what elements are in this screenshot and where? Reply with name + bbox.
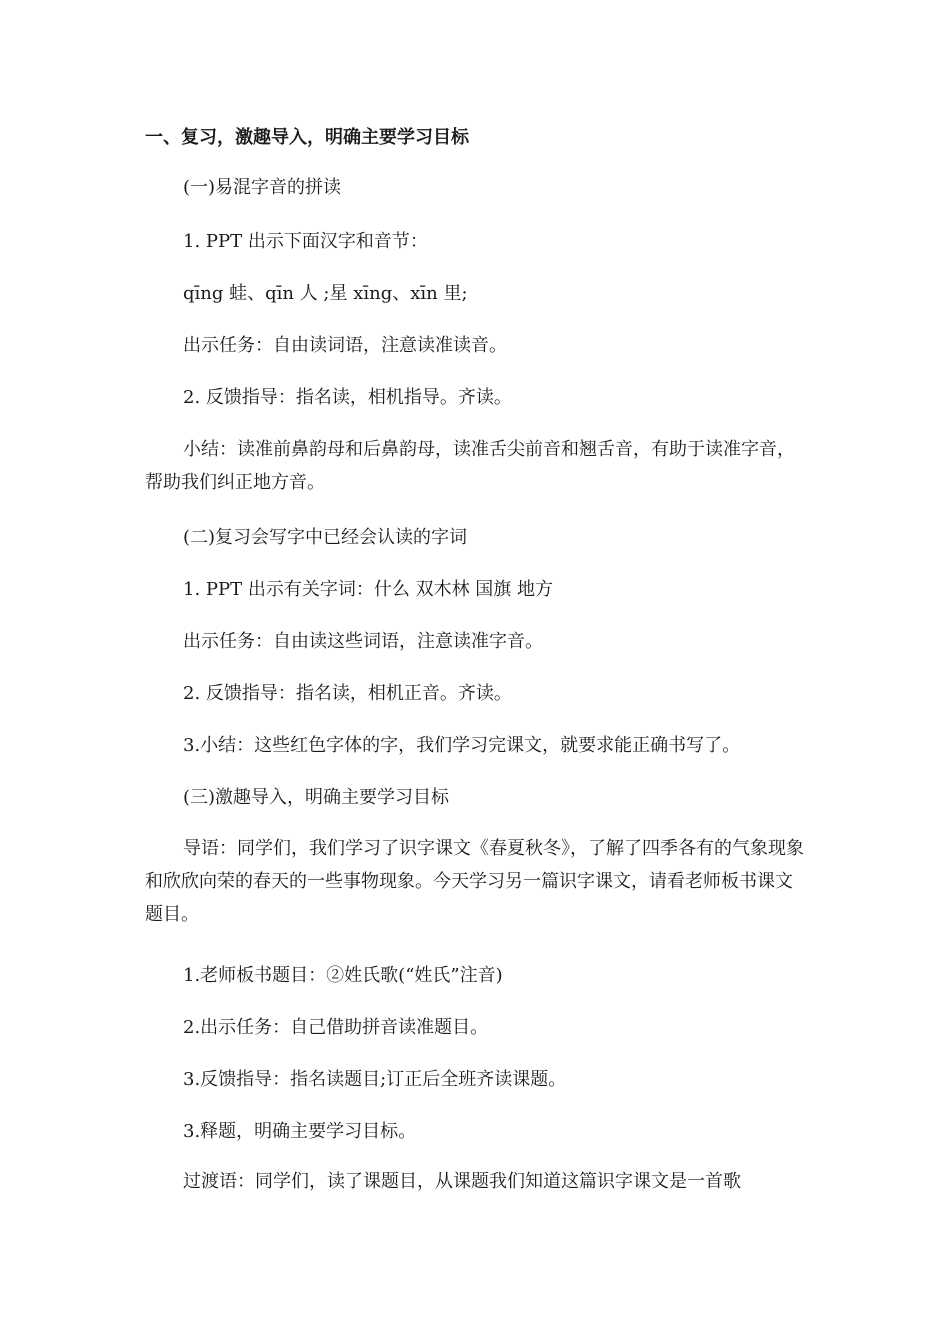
paragraph: 2. 反馈指导：指名读，相机正音。齐读。 <box>183 683 512 704</box>
paragraph: 2.出示任务：自己借助拼音读准题目。 <box>183 1017 489 1038</box>
subsection-title-2: (二)复习会写字中已经会认读的字词 <box>183 527 468 548</box>
paragraph: 3.反馈指导：指名读题目;订正后全班齐读课题。 <box>183 1069 567 1090</box>
paragraph: 1. PPT 出示下面汉字和音节： <box>183 231 428 252</box>
paragraph: 3.释题，明确主要学习目标。 <box>183 1121 417 1142</box>
paragraph: 3.小结：这些红色字体的字，我们学习完课文，就要求能正确书写了。 <box>183 735 741 756</box>
subsection-title-3: (三)激趣导入，明确主要学习目标 <box>183 787 450 808</box>
subsection-title-1: (一)易混字音的拼读 <box>183 177 342 198</box>
pinyin-line: qīng 蛙、qīn 人 ;星 xīng、xīn 里; <box>183 283 468 304</box>
section-heading: 一、复习，激趣导入，明确主要学习目标 <box>145 127 469 148</box>
paragraph: 1.老师板书题目：②姓氏歌(“姓氏”注音) <box>183 965 503 986</box>
paragraph: 2. 反馈指导：指名读，相机指导。齐读。 <box>183 387 512 408</box>
paragraph: 1. PPT 出示有关字词：什么 双木林 国旗 地方 <box>183 579 554 600</box>
paragraph: 过渡语：同学们，读了课题目，从课题我们知道这篇识字课文是一首歌 <box>183 1171 741 1192</box>
paragraph: 出示任务：自由读词语，注意读准读音。 <box>183 335 507 356</box>
intro-paragraph: 导语：同学们，我们学习了识字课文《春夏秋冬》，了解了四季各有的气象现象和欣欣向荣的春天的一些事物现象。今天学习另一篇识字课文，请看老师板书课文题目。 <box>145 838 804 925</box>
summary-paragraph: 小结：读准前鼻韵母和后鼻韵母，读准舌尖前音和翘舌音，有助于读准字音，帮助我们纠正地方音。 <box>145 439 795 493</box>
paragraph: 出示任务：自由读这些词语，注意读准字音。 <box>183 631 543 652</box>
